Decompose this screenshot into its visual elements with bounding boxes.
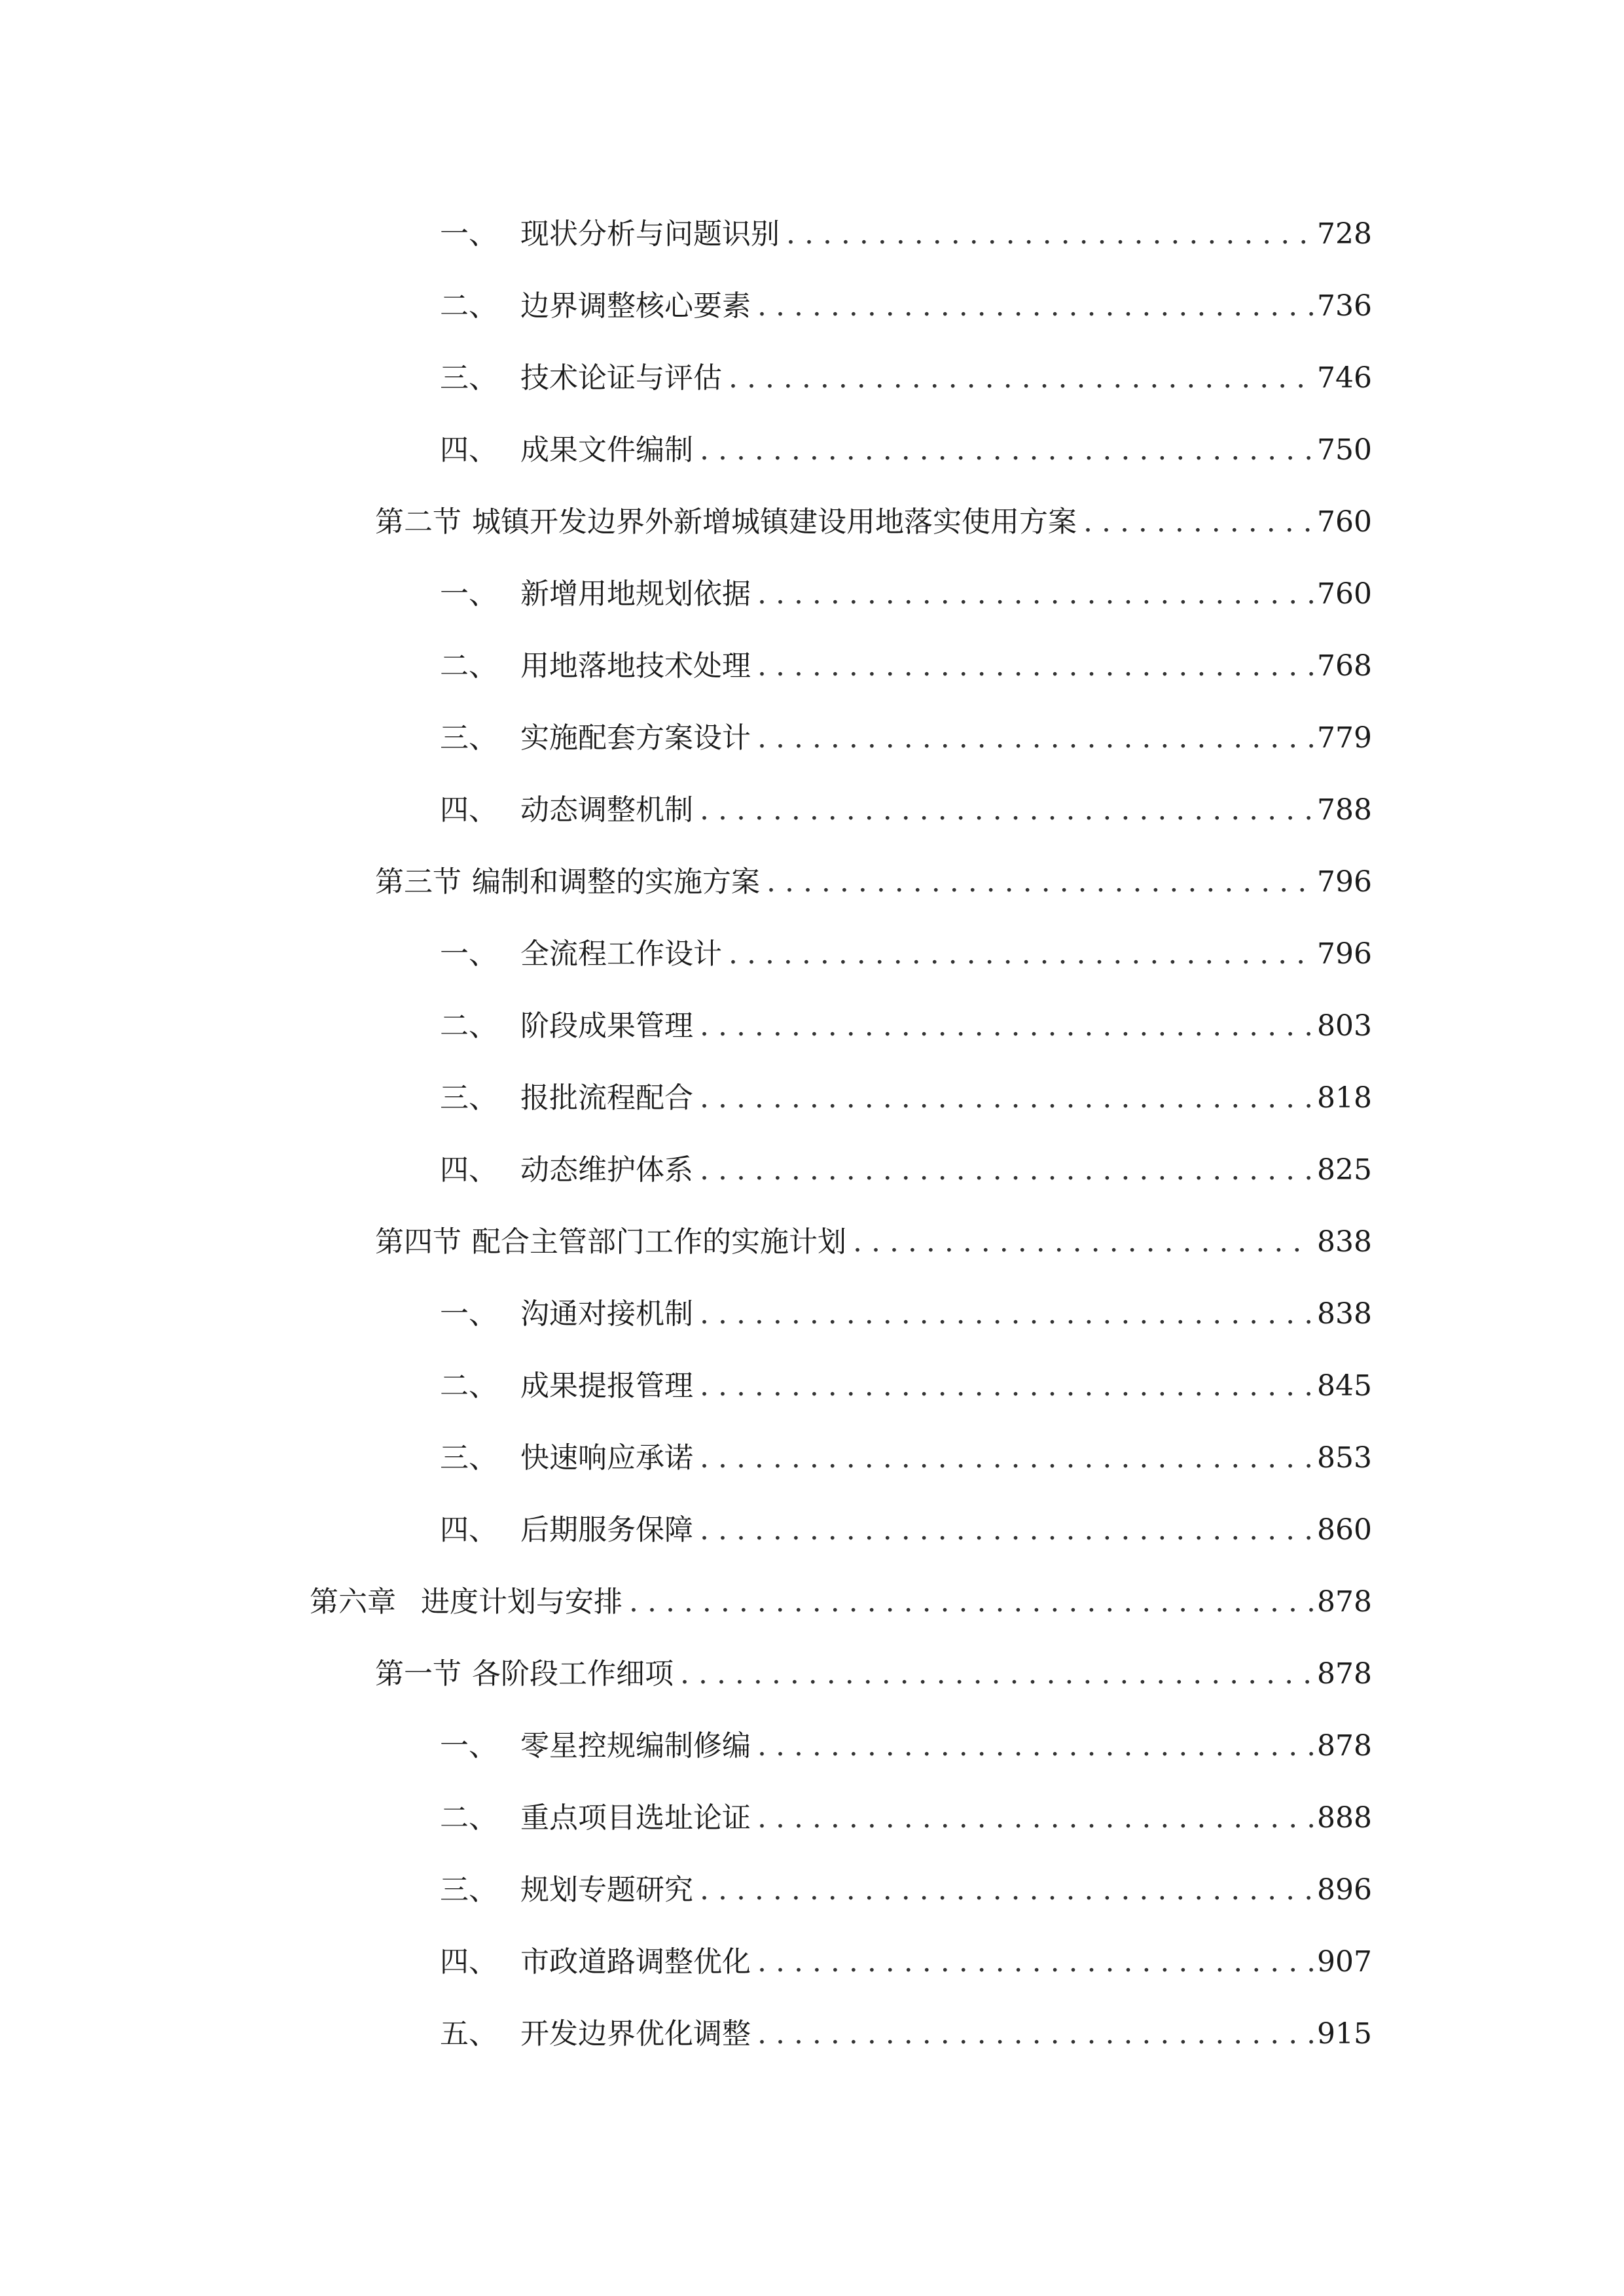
- toc-dot-leader: [729, 933, 1313, 975]
- toc-entry[interactable]: [440, 707, 1372, 759]
- toc-entry-number: 二、: [440, 1801, 497, 1835]
- toc-dot-leader: [729, 357, 1313, 399]
- toc-dot-leader: [757, 285, 1313, 327]
- toc-entry-title: 沟通对接机制: [520, 1297, 693, 1331]
- toc-entry-number: 三、: [440, 1081, 497, 1115]
- toc-entry-title: 重点项目选址论证: [520, 1801, 751, 1835]
- toc-dot-leader: [629, 1581, 1313, 1623]
- toc-entry[interactable]: [440, 1139, 1372, 1191]
- toc-entry-title: 动态维护体系: [520, 1153, 693, 1187]
- toc-entry-page-number: 803: [1317, 1009, 1372, 1043]
- toc-entry-number: 一、: [440, 577, 497, 611]
- toc-dot-leader: [786, 213, 1313, 255]
- toc-entry-title: 技术论证与评估: [520, 361, 722, 395]
- toc-entry-number: 三、: [440, 1873, 497, 1907]
- toc-dot-leader: [767, 861, 1313, 903]
- toc-entry-title: 后期服务保障: [520, 1513, 693, 1547]
- toc-entry-page-number: 760: [1317, 577, 1372, 611]
- toc-entry-title: 现状分析与问题识别: [520, 217, 780, 251]
- toc-entry[interactable]: [440, 779, 1372, 831]
- toc-entry-title: 规划专题研究: [520, 1873, 693, 1907]
- toc-entry-title: 成果提报管理: [520, 1369, 693, 1403]
- toc-entry-page-number: 878: [1317, 1585, 1372, 1619]
- toc-entry-number: 第六章: [310, 1585, 396, 1619]
- toc-entry[interactable]: [440, 1931, 1372, 1983]
- toc-entry-title: 成果文件编制: [520, 433, 693, 467]
- toc-entry[interactable]: [440, 1715, 1372, 1767]
- toc-entry[interactable]: [440, 1859, 1372, 1911]
- toc-entry[interactable]: [440, 1067, 1372, 1119]
- toc-entry-title: 各阶段工作细项: [472, 1657, 674, 1691]
- toc-dot-leader: [700, 1005, 1313, 1047]
- toc-entry[interactable]: [310, 1571, 1372, 1623]
- toc-dot-leader: [757, 1941, 1313, 1983]
- toc-entry-number: 四、: [440, 793, 497, 827]
- toc-dot-leader: [757, 1725, 1313, 1767]
- toc-entry-number: 一、: [440, 937, 497, 971]
- toc-entry-page-number: 760: [1317, 505, 1372, 539]
- toc-entry[interactable]: [375, 1643, 1372, 1695]
- toc-entry-title: 进度计划与安排: [421, 1585, 623, 1619]
- toc-dot-leader: [757, 717, 1313, 759]
- toc-dot-leader: [853, 1221, 1313, 1263]
- toc-dot-leader: [757, 645, 1313, 687]
- toc-entry-number: 二、: [440, 289, 497, 323]
- toc-entry-number: 一、: [440, 217, 497, 251]
- toc-entry-page-number: 853: [1317, 1441, 1372, 1475]
- toc-entry-title: 城镇开发边界外新增城镇建设用地落实使用方案: [472, 505, 1077, 539]
- toc-entry-title: 新增用地规划依据: [520, 577, 751, 611]
- toc-entry-number: 三、: [440, 721, 497, 755]
- toc-entry-page-number: 896: [1317, 1873, 1372, 1907]
- toc-entry-page-number: 736: [1317, 289, 1372, 323]
- toc-dot-leader: [700, 1509, 1313, 1551]
- toc-entry-number: 二、: [440, 649, 497, 683]
- toc-dot-leader: [700, 1437, 1313, 1479]
- toc-dot-leader: [680, 1653, 1313, 1695]
- toc-entry[interactable]: [440, 419, 1372, 471]
- toc-entry-number: 二、: [440, 1369, 497, 1403]
- toc-dot-leader: [757, 573, 1313, 615]
- toc-entry[interactable]: [440, 1499, 1372, 1551]
- toc-dot-leader: [700, 429, 1313, 471]
- toc-dot-leader: [700, 1149, 1313, 1191]
- toc-entry-number: 第二节: [375, 505, 461, 539]
- toc-dot-leader: [757, 1797, 1313, 1839]
- toc-entry-page-number: 825: [1317, 1153, 1372, 1187]
- toc-entry[interactable]: [440, 347, 1372, 399]
- toc-entry-number: 第一节: [375, 1657, 461, 1691]
- toc-entry-number: 四、: [440, 1945, 497, 1979]
- toc-entry-page-number: 728: [1317, 217, 1372, 251]
- toc-dot-leader: [1083, 501, 1313, 543]
- toc-entry-page-number: 838: [1317, 1225, 1372, 1259]
- toc-entry[interactable]: [375, 491, 1372, 543]
- toc-entry-title: 边界调整核心要素: [520, 289, 751, 323]
- toc-entry-page-number: 878: [1317, 1729, 1372, 1763]
- toc-entry-page-number: 768: [1317, 649, 1372, 683]
- toc-entry-page-number: 888: [1317, 1801, 1372, 1835]
- toc-entry[interactable]: [440, 635, 1372, 687]
- toc-entry-title: 动态调整机制: [520, 793, 693, 827]
- toc-entry-page-number: 750: [1317, 433, 1372, 467]
- toc-dot-leader: [700, 1077, 1313, 1119]
- toc-entry[interactable]: [440, 275, 1372, 327]
- toc-entry-page-number: 878: [1317, 1657, 1372, 1691]
- toc-dot-leader: [757, 2013, 1313, 2055]
- toc-entry-number: 五、: [440, 2017, 497, 2051]
- toc-entry-number: 四、: [440, 1153, 497, 1187]
- toc-dot-leader: [700, 1293, 1313, 1335]
- toc-entry-page-number: 915: [1317, 2017, 1372, 2051]
- toc-entry[interactable]: [440, 2003, 1372, 2055]
- toc-entry[interactable]: [440, 1283, 1372, 1335]
- toc-entry-page-number: 796: [1317, 865, 1372, 899]
- toc-entry-page-number: 907: [1317, 1945, 1372, 1979]
- toc-entry-number: 一、: [440, 1729, 497, 1763]
- toc-dot-leader: [700, 789, 1313, 831]
- toc-entry-number: 三、: [440, 361, 497, 395]
- toc-entry-title: 报批流程配合: [520, 1081, 693, 1115]
- toc-entry-title: 实施配套方案设计: [520, 721, 751, 755]
- toc-entry-page-number: 818: [1317, 1081, 1372, 1115]
- toc-entry-title: 市政道路调整优化: [520, 1945, 751, 1979]
- toc-entry-number: 第三节: [375, 865, 461, 899]
- toc-entry-number: 一、: [440, 1297, 497, 1331]
- toc-entry-number: 四、: [440, 1513, 497, 1547]
- toc-entry-title: 用地落地技术处理: [520, 649, 751, 683]
- toc-entry[interactable]: [440, 923, 1372, 975]
- toc-dot-leader: [700, 1365, 1313, 1407]
- toc-entry-page-number: 860: [1317, 1513, 1372, 1547]
- toc-entry[interactable]: [440, 563, 1372, 615]
- toc-entry[interactable]: [440, 1427, 1372, 1479]
- toc-entry-page-number: 779: [1317, 721, 1372, 755]
- toc-entry[interactable]: [440, 203, 1372, 255]
- toc-entry-number: 第四节: [375, 1225, 461, 1259]
- toc-entry-title: 零星控规编制修编: [520, 1729, 751, 1763]
- toc-entry-title: 编制和调整的实施方案: [472, 865, 760, 899]
- toc-entry-title: 快速响应承诺: [520, 1441, 693, 1475]
- toc-dot-leader: [700, 1869, 1313, 1911]
- toc-entry-page-number: 788: [1317, 793, 1372, 827]
- toc-entry[interactable]: [440, 995, 1372, 1047]
- toc-entry[interactable]: [440, 1787, 1372, 1839]
- toc-entry[interactable]: [375, 851, 1372, 903]
- toc-entry[interactable]: [440, 1355, 1372, 1407]
- toc-entry-title: 开发边界优化调整: [520, 2017, 751, 2051]
- toc-entry-title: 全流程工作设计: [520, 937, 722, 971]
- toc-entry-page-number: 746: [1317, 361, 1372, 395]
- toc-entry-number: 三、: [440, 1441, 497, 1475]
- toc-entry-page-number: 796: [1317, 937, 1372, 971]
- toc-entry-number: 四、: [440, 433, 497, 467]
- toc-entry-page-number: 845: [1317, 1369, 1372, 1403]
- toc-entry-title: 阶段成果管理: [520, 1009, 693, 1043]
- toc-entry-number: 二、: [440, 1009, 497, 1043]
- toc-entry-page-number: 838: [1317, 1297, 1372, 1331]
- toc-entry-title: 配合主管部门工作的实施计划: [472, 1225, 846, 1259]
- toc-entry[interactable]: [375, 1211, 1372, 1263]
